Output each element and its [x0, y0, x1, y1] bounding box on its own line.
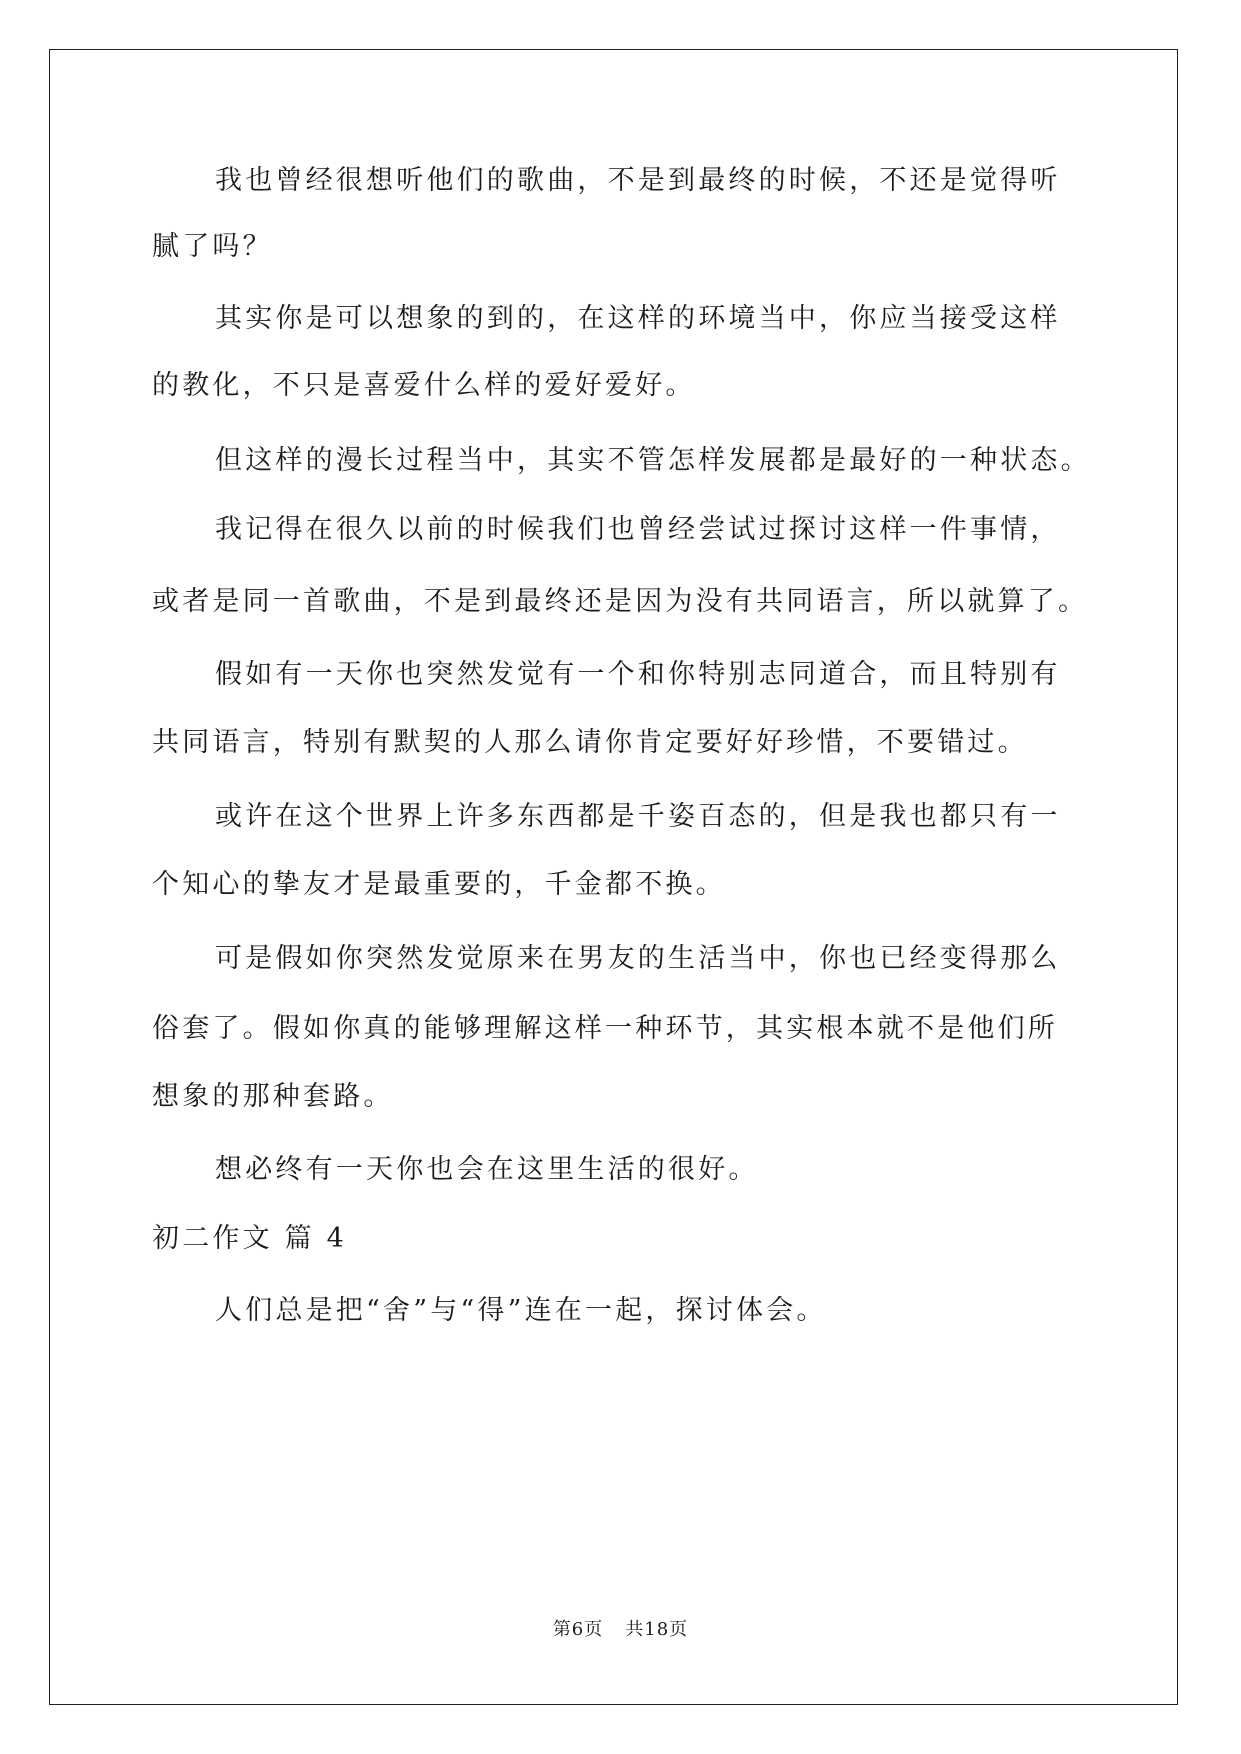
paragraph-line: 想象的那种套路。 [152, 1081, 394, 1112]
section-heading: 初二作文 篇 4 [152, 1223, 347, 1254]
paragraph-line: 的教化，不只是喜爱什么样的爱好爱好。 [152, 370, 696, 401]
paragraph-line: 其实你是可以想象的到的，在这样的环境当中，你应当接受这样 [215, 303, 1061, 334]
page-number: 第6页 [552, 1619, 604, 1640]
paragraph-line: 腻了吗？ [152, 231, 273, 262]
paragraph-line: 假如有一天你也突然发觉有一个和你特别志同道合，而且特别有 [215, 659, 1061, 690]
page-total: 共18页 [625, 1619, 689, 1640]
paragraph-line: 人们总是把“舍”与“得”连在一起，探讨体会。 [215, 1295, 827, 1326]
paragraph-line: 我记得在很久以前的时候我们也曾经尝试过探讨这样一件事情， [215, 514, 1061, 545]
paragraph-line: 但这样的漫长过程当中，其实不管怎样发展都是最好的一种状态。 [215, 445, 1091, 476]
paragraph-line: 个知心的挚友才是最重要的，千金都不换。 [152, 869, 726, 900]
paragraph-line: 想必终有一天你也会在这里生活的很好。 [215, 1154, 759, 1185]
page-footer [0, 1615, 1241, 1641]
paragraph-line: 共同语言，特别有默契的人那么请你肯定要好好珍惜，不要错过。 [152, 727, 1028, 758]
paragraph-line: 或许在这个世界上许多东西都是千姿百态的，但是我也都只有一 [215, 801, 1061, 832]
paragraph-line: 我也曾经很想听他们的歌曲，不是到最终的时候，不还是觉得听 [215, 165, 1061, 196]
paragraph-line: 可是假如你突然发觉原来在男友的生活当中，你也已经变得那么 [215, 943, 1061, 974]
paragraph-line: 或者是同一首歌曲，不是到最终还是因为没有共同语言，所以就算了。 [152, 586, 1089, 617]
paragraph-line: 俗套了。假如你真的能够理解这样一种环节，其实根本就不是他们所 [152, 1013, 1058, 1044]
